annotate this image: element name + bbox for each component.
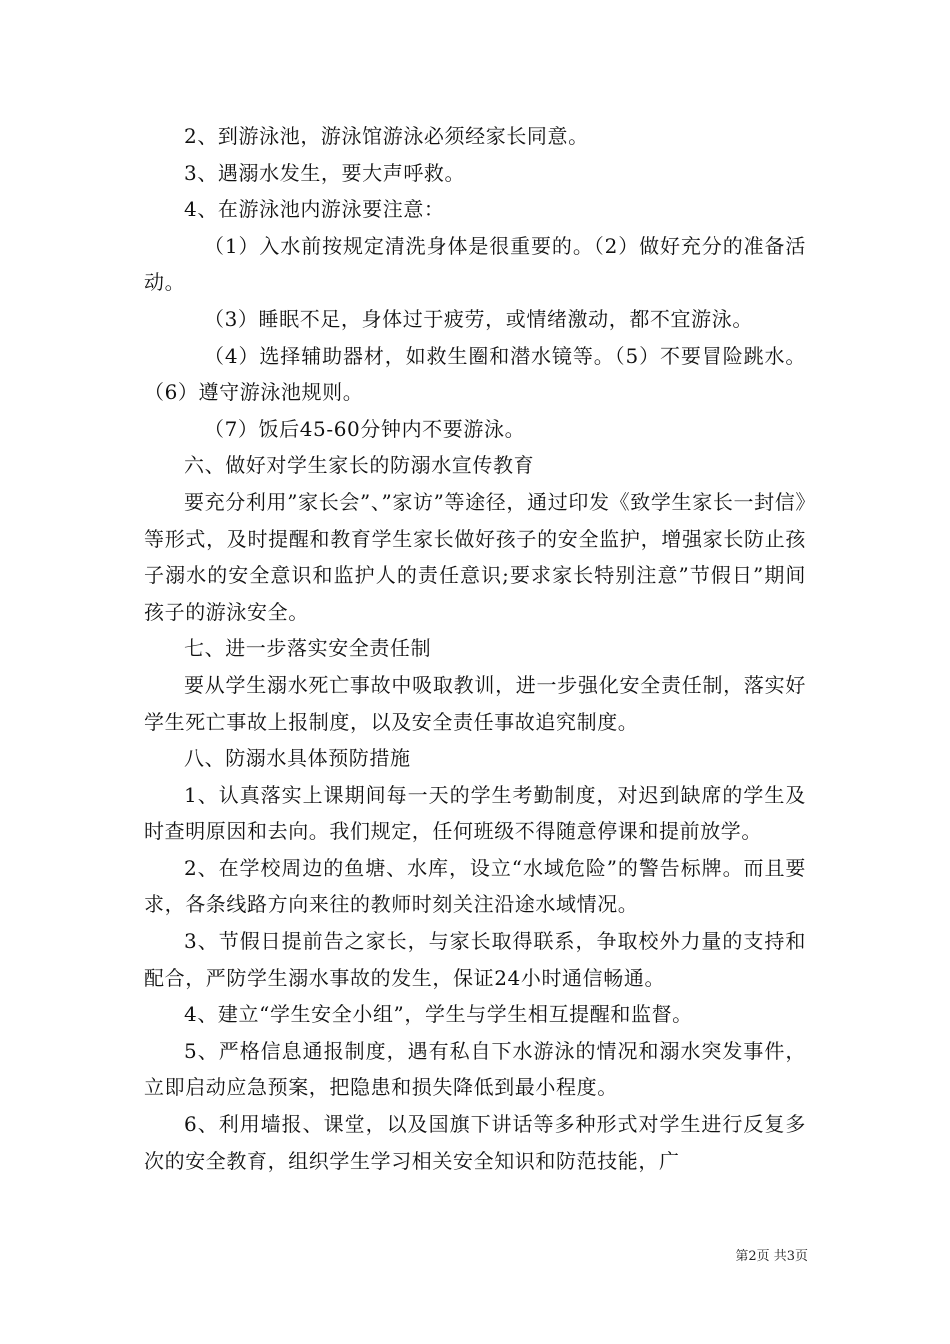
paragraph: 3、节假日提前告之家长，与家长取得联系，争取校外力量的支持和配合，严防学生溺水事故的发生，保证24小时通信畅通。 <box>144 929 806 990</box>
paragraph: 七、进一步落实安全责任制 <box>184 636 432 661</box>
paragraph: 5、严格信息通报制度，遇有私自下水游泳的情况和溺水突发事件，立即启动应急预案，把隐患和损失降低到最小程度。 <box>144 1038 806 1100</box>
paragraph: 6、利用墙报、课堂，以及国旗下讲话等多种形式对学生进行反复多次的安全教育，组织学生学习相关安全知识和防范技能，广 <box>144 1112 806 1173</box>
paragraph: 八、防溺水具体预防措施 <box>184 746 411 771</box>
paragraph: （3）睡眠不足，身体过于疲劳，或情绪激动，都不宜游泳。 <box>204 306 753 331</box>
paragraph: 要充分利用”家长会”、”家访”等途径，通过印发《致学生家长一封信》等形式，及时提醒和教育学生家长做好孩子的安全监护，增强家长防止孩子溺水的安全意识和监护人的责任意识;要求家长特别注意”节假日”期间孩子的游泳安全。 <box>144 489 806 624</box>
paragraph: 1、认真落实上课期间每一天的学生考勤制度，对迟到缺席的学生及时查明原因和去向。我们规定，任何班级不得随意停课和提前放学。 <box>144 782 806 844</box>
paragraph: （7）饭后45-60分钟内不要游泳。 <box>204 416 526 441</box>
paragraph: （1）入水前按规定清洗身体是很重要的。（2）做好充分的准备活动。 <box>144 233 806 295</box>
document-body <box>144 118 806 1179</box>
paragraph: 4、建立“学生安全小组”，学生与学生相互提醒和监督。 <box>184 1002 693 1027</box>
paragraph: 2、到游泳池，游泳馆游泳必须经家长同意。 <box>184 124 589 148</box>
paragraph: （4）选择辅助器材，如救生圈和潜水镜等。（5）不要冒险跳水。（6）遵守游泳池规则。 <box>144 343 806 405</box>
paragraph: 4、在游泳池内游泳要注意： <box>184 197 445 222</box>
paragraph: 要从学生溺水死亡事故中吸取教训，进一步强化安全责任制，落实好学生死亡事故上报制度，以及安全责任事故追究制度。 <box>144 672 806 734</box>
paragraph: 2、在学校周边的鱼塘、水库，设立“水域危险”的警告标牌。而且要求，各条线路方向来往的教师时刻关注沿途水域情况。 <box>144 855 806 917</box>
page-number-footer: 第2页 共3页 <box>735 1249 808 1264</box>
paragraph: 3、遇溺水发生，要大声呼救。 <box>184 160 466 185</box>
paragraph: 六、做好对学生家长的防溺水宣传教育 <box>184 453 535 478</box>
